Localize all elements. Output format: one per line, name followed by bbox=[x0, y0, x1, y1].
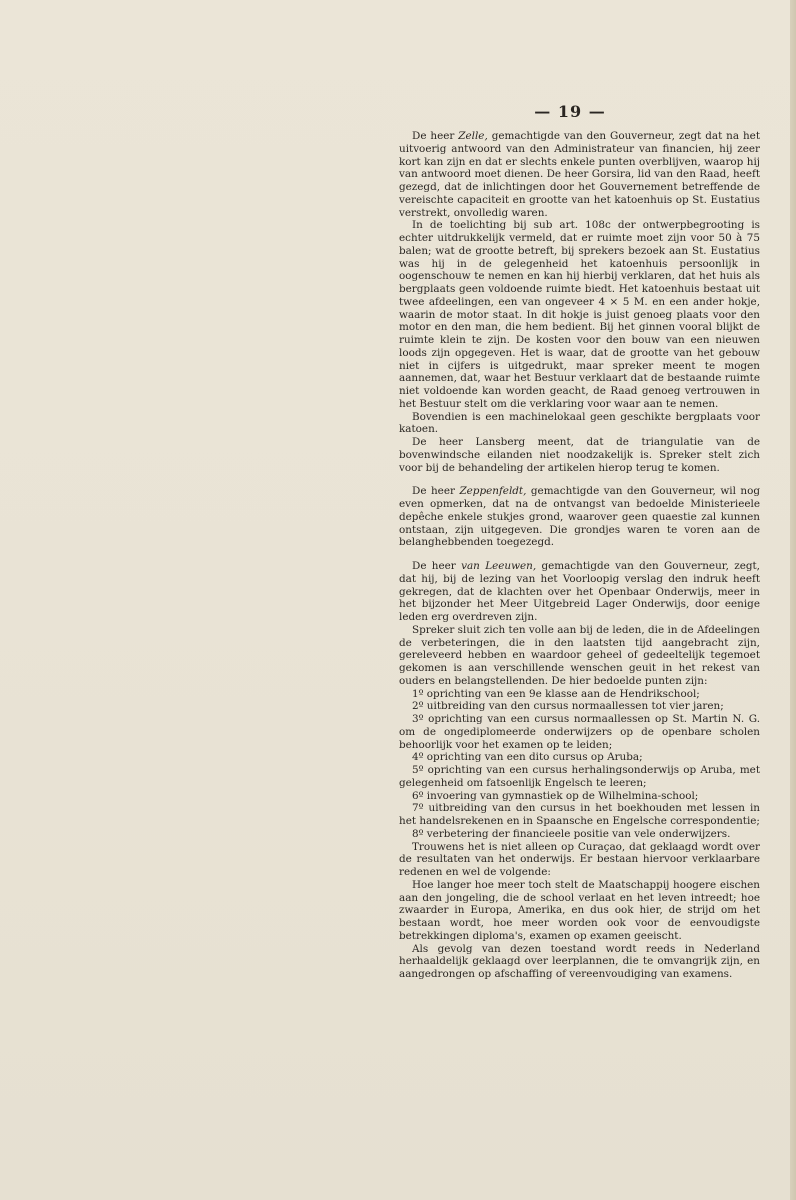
list-item-6: 6º invoering van gymnastiek op de Wilhelmina-school; bbox=[412, 789, 699, 802]
para-toelichting: In de toelichting bij sub art. 108c der ontwerpbegrooting is echter uitdrukkelijk vermeld, dat er ruimte moet zijn voor 50 à 75 balen; wat de grootte betreft, bij sprekers bezoek aan St. Eustatius was hij in de gelegenheid het katoenhuis persoonlijk in oogenschouw te nemen en kan hij hierbij verklaren, dat het huis als bergplaats geen voldoende ruimte biedt. Het katoenhuis bestaat uit twee afdeelingen, een van ongeveer 4 × 5 M. en een ander hokje, waarin de motor staat. In dit hokje is juist genoeg plaats voor den motor en den man, die hem bedient. Bij het ginnen vooral blijkt de ruimte klein te zijn. De kosten voor den bouw van een nieuwen loods zijn opgegeven. Het is waar, dat de grootte van het gebouw niet in cijfers is uitgedrukt, maar spreker meent te mogen aannemen, dat, waar het Bestuur verklaart dat de bestaande ruimte niet voldoende kan worden geacht, de Raad genoeg vertrouwen in het Bestuur stelt om die verklaring voor waar aan te nemen. bbox=[399, 219, 760, 410]
para-lansberg: De heer Lansberg meent, dat de triangulatie van de bovenwindsche eilanden niet noodzakelijk is. Spreker stelt zich voor bij de behandeling der artikelen hierop terug te komen. bbox=[399, 436, 760, 474]
speaker-name: van Leeuwen, bbox=[461, 560, 537, 572]
list-item-4: 4º oprichting van een dito cursus op Aruba; bbox=[412, 751, 643, 764]
speaker-name: Zelle, bbox=[458, 130, 488, 142]
para-trouwens: Trouwens het is niet alleen op Curaçao, dat geklaagd wordt over de resultaten van het onderwijs. Er bestaan hiervoor verklaarbare redenen en wel de volgende: bbox=[399, 840, 760, 878]
text-column bbox=[399, 130, 760, 981]
list-item-3: 3º oprichting van een cursus normaallessen op St. Martin N. G. om de ongediplomeerde onderwijzers op de openbare scholen behoorlijk voor het examen op te leiden; bbox=[399, 713, 760, 751]
list-item-8: 8º verbetering der financieele positie van vele onderwijzers. bbox=[412, 827, 731, 840]
list-item-5: 5º oprichting van een cursus herhalingsonderwijs op Aruba, met gelegenheid om fatsoenlijk Engelsch te leeren; bbox=[399, 764, 760, 789]
list-item-1: 1º oprichting van een 9e klasse aan de Hendrikschool; bbox=[412, 687, 700, 700]
para-zelle-intro: De heer Zelle, gemachtigde van den Gouverneur, zegt dat na het uitvoerig antwoord van den Administrateur van financien, hij zeer kort kan zijn en dat er slechts enkele punten overblijven, waarop hij van antwoord moet dienen. De heer Gorsira, lid van den Raad, heeft gezegd, dat de inlichtingen door het Gouvernement betreffende de vereischte capaciteit en grootte van het katoenhuis op St. Eustatius verstrekt, onvolledig waren. bbox=[399, 130, 760, 219]
para-spreker-sluit: Spreker sluit zich ten volle aan bij de leden, die in de Afdeelingen de verbeteringen, die in den laatsten tijd aangebracht zijn, gereleveerd hebben en waardoor geheel of gedeeltelijk tegemoet gekomen is aan verschillende wenschen geuit in het rekest van ouders en belangstellenden. De hier bedoelde punten zijn: bbox=[399, 623, 760, 687]
para-als-gevolg: Als gevolg van dezen toestand wordt reeds in Nederland herhaaldelijk geklaagd over leerplannen, die te omvangrijk zijn, en aangedrongen op afschaffing of vereenvoudiging van examens. bbox=[399, 942, 760, 980]
page-edge bbox=[790, 0, 796, 1200]
para-hoe-langer: Hoe langer hoe meer toch stelt de Maatschappij hoogere eischen aan den jongeling, die de school verlaat en het leven intreedt; hoe zwaarder in Europa, Amerika, en dus ook hier, de strijd om het bestaan wordt, hoe meer worden ook voor de eenvoudigste betrekkingen diploma's, examen op examen geeischt. bbox=[399, 878, 760, 942]
list-item-7: 7º uitbreiding van den cursus in het boekhouden met lessen in het handelsrekenen en in Spaansche en Engelsche correspondentie; bbox=[399, 802, 760, 827]
speaker-name: Zeppenfeldt, bbox=[459, 485, 527, 498]
list-item-2: 2º uitbreiding van den cursus normaallessen tot vier jaren; bbox=[412, 700, 724, 713]
para-van-leeuwen: De heer van Leeuwen, gemachtigde van den Gouverneur, zegt, dat hij, bij de lezing van het Voorloopig verslag den indruk heeft gekregen, dat de klachten over het Openbaar Onderwijs, meer in het bijzonder het Meer Uitgebreid Lager Onderwijs, door eenige leden erg overdreven zijn. bbox=[399, 560, 760, 623]
page-number: — 19 — bbox=[534, 102, 606, 121]
para-zeppenfeldt: De heer Zeppenfeldt, gemachtigde van den Gouverneur, wil nog even opmerken, dat na de ontvangst van bedoelde Ministerieele depêche enkele stukjes grond, waarover geen quaestie zal kunnen ontstaan, zijn uitgegeven. Die grondjes waren te voren aan de belanghebbenden toegezegd. bbox=[399, 485, 760, 549]
para-machinelokaal: Bovendien is een machinelokaal geen geschikte bergplaats voor katoen. bbox=[399, 410, 760, 436]
